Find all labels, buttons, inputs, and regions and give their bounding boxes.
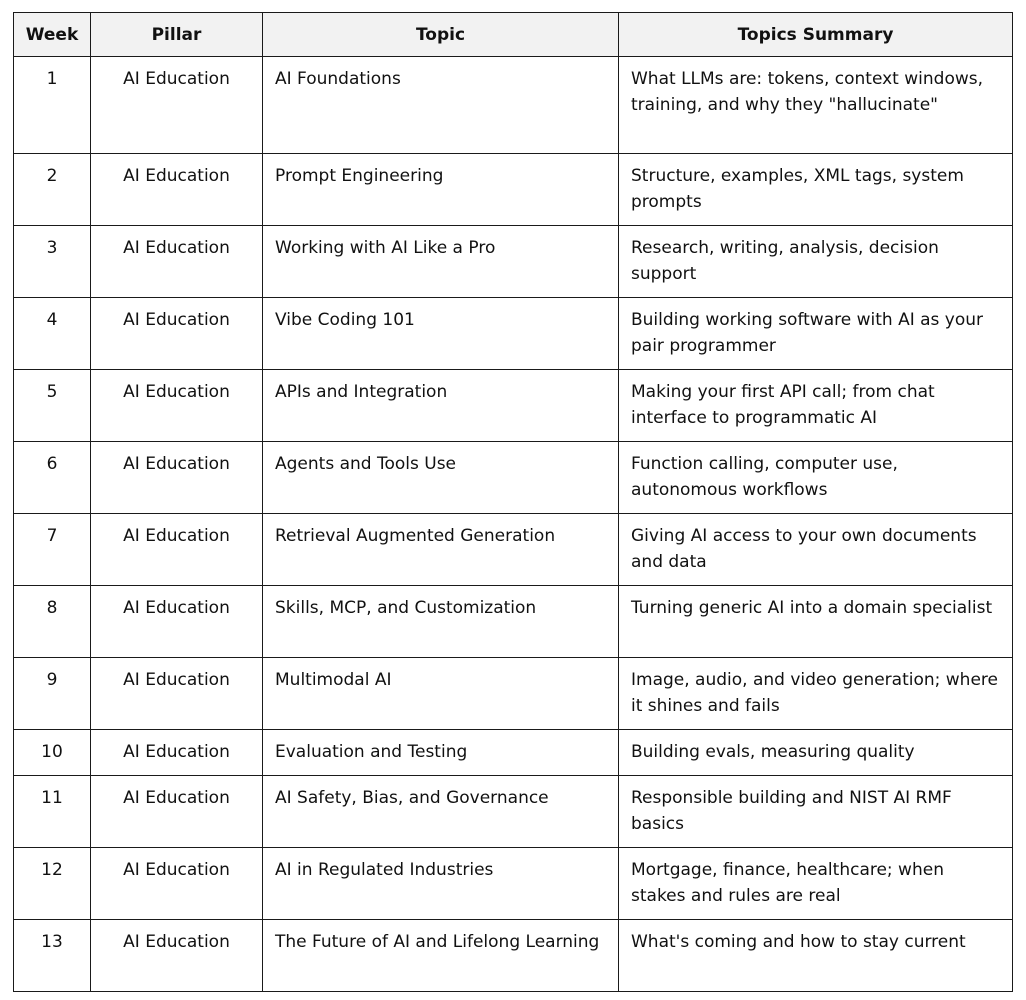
summary-cell: Structure, examples, XML tags, system prompts bbox=[619, 154, 1013, 226]
topic-cell: Vibe Coding 101 bbox=[263, 298, 619, 370]
topic-cell: The Future of AI and Lifelong Learning bbox=[263, 920, 619, 992]
summary-cell: Image, audio, and video generation; where it shines and fails bbox=[619, 658, 1013, 730]
week-cell: 10 bbox=[14, 730, 91, 776]
summary-cell: Mortgage, finance, healthcare; when stakes and rules are real bbox=[619, 848, 1013, 920]
table-row bbox=[14, 730, 1013, 776]
curriculum-table-container bbox=[13, 12, 1013, 992]
table-row bbox=[14, 848, 1013, 920]
summary-cell: Turning generic AI into a domain specialist bbox=[619, 586, 1013, 658]
table-row bbox=[14, 57, 1013, 154]
week-cell: 13 bbox=[14, 920, 91, 992]
week-cell: 5 bbox=[14, 370, 91, 442]
pillar-cell: AI Education bbox=[91, 57, 263, 154]
pillar-cell: AI Education bbox=[91, 226, 263, 298]
table-header-row bbox=[14, 13, 1013, 57]
topic-cell: Agents and Tools Use bbox=[263, 442, 619, 514]
summary-cell: Responsible building and NIST AI RMF basics bbox=[619, 776, 1013, 848]
header-topics-summary: Topics Summary bbox=[619, 13, 1013, 57]
week-cell: 9 bbox=[14, 658, 91, 730]
summary-cell: Research, writing, analysis, decision support bbox=[619, 226, 1013, 298]
summary-cell: What LLMs are: tokens, context windows, training, and why they "hallucinate" bbox=[619, 57, 1013, 154]
table-row bbox=[14, 514, 1013, 586]
week-cell: 7 bbox=[14, 514, 91, 586]
topic-cell: AI in Regulated Industries bbox=[263, 848, 619, 920]
pillar-cell: AI Education bbox=[91, 514, 263, 586]
summary-cell: Building working software with AI as your pair programmer bbox=[619, 298, 1013, 370]
topic-cell: Retrieval Augmented Generation bbox=[263, 514, 619, 586]
table-row bbox=[14, 776, 1013, 848]
summary-cell: Function calling, computer use, autonomous workflows bbox=[619, 442, 1013, 514]
week-cell: 12 bbox=[14, 848, 91, 920]
topic-cell: Skills, MCP, and Customization bbox=[263, 586, 619, 658]
week-cell: 3 bbox=[14, 226, 91, 298]
curriculum-table bbox=[13, 12, 1013, 992]
table-row bbox=[14, 370, 1013, 442]
pillar-cell: AI Education bbox=[91, 658, 263, 730]
topic-cell: AI Foundations bbox=[263, 57, 619, 154]
topic-cell: Prompt Engineering bbox=[263, 154, 619, 226]
week-cell: 6 bbox=[14, 442, 91, 514]
pillar-cell: AI Education bbox=[91, 920, 263, 992]
pillar-cell: AI Education bbox=[91, 586, 263, 658]
week-cell: 4 bbox=[14, 298, 91, 370]
pillar-cell: AI Education bbox=[91, 776, 263, 848]
header-topic: Topic bbox=[263, 13, 619, 57]
topic-cell: Working with AI Like a Pro bbox=[263, 226, 619, 298]
table-row bbox=[14, 226, 1013, 298]
pillar-cell: AI Education bbox=[91, 442, 263, 514]
header-pillar: Pillar bbox=[91, 13, 263, 57]
week-cell: 2 bbox=[14, 154, 91, 226]
table-row bbox=[14, 658, 1013, 730]
summary-cell: Giving AI access to your own documents and data bbox=[619, 514, 1013, 586]
summary-cell: Making your first API call; from chat interface to programmatic AI bbox=[619, 370, 1013, 442]
header-week: Week bbox=[14, 13, 91, 57]
topic-cell: AI Safety, Bias, and Governance bbox=[263, 776, 619, 848]
pillar-cell: AI Education bbox=[91, 370, 263, 442]
pillar-cell: AI Education bbox=[91, 298, 263, 370]
table-row bbox=[14, 154, 1013, 226]
table-row bbox=[14, 442, 1013, 514]
topic-cell: Evaluation and Testing bbox=[263, 730, 619, 776]
topic-cell: APIs and Integration bbox=[263, 370, 619, 442]
pillar-cell: AI Education bbox=[91, 154, 263, 226]
pillar-cell: AI Education bbox=[91, 730, 263, 776]
week-cell: 1 bbox=[14, 57, 91, 154]
table-row bbox=[14, 920, 1013, 992]
week-cell: 8 bbox=[14, 586, 91, 658]
table-row bbox=[14, 298, 1013, 370]
topic-cell: Multimodal AI bbox=[263, 658, 619, 730]
pillar-cell: AI Education bbox=[91, 848, 263, 920]
week-cell: 11 bbox=[14, 776, 91, 848]
summary-cell: What's coming and how to stay current bbox=[619, 920, 1013, 992]
table-row bbox=[14, 586, 1013, 658]
summary-cell: Building evals, measuring quality bbox=[619, 730, 1013, 776]
